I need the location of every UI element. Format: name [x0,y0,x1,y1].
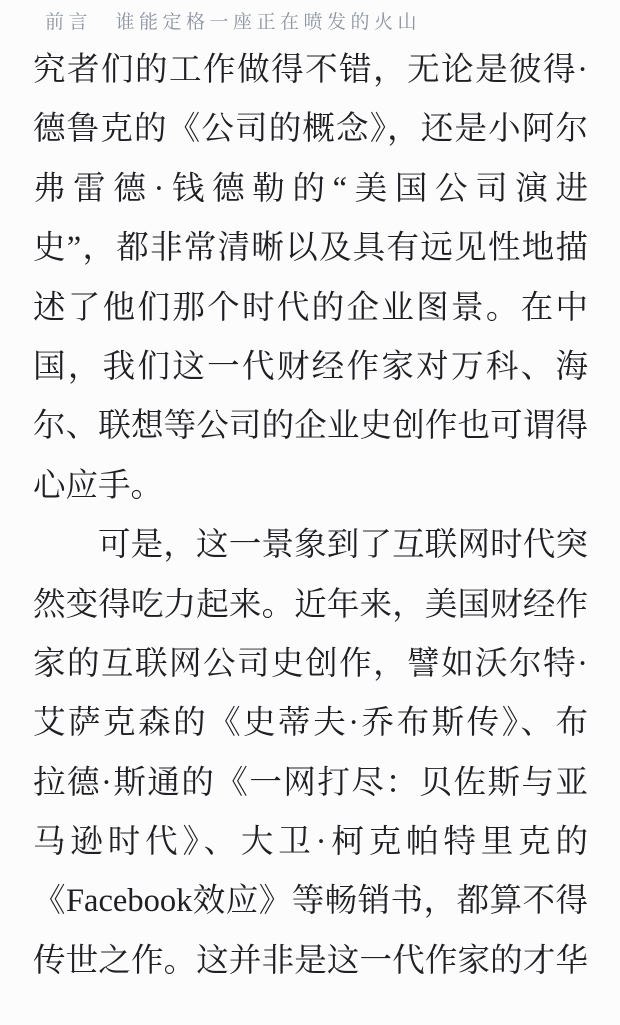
text-line: 传世之作。这并非是这一代作家的才华 [33,942,588,979]
text-line: 然变得吃力起来。近年来，美国财经作 [33,586,588,623]
text-line: 究者们的工作做得不错，无论是彼得· [33,52,588,88]
text-line: 家的互联网公司史创作，譬如沃尔特· [33,645,588,682]
text-line: 心应手。 [33,467,164,504]
text-line: 述了他们那个时代的企业图景。在中 [33,289,588,326]
text-line: 《Facebook效应》等畅销书，都算不得 [33,883,588,920]
text-line: 国，我们这一代财经作家对万科、海 [33,348,588,385]
text-line: 尔、联想等公司的企业史创作也可谓得 [33,408,588,445]
chapter-header: 前言 谁能定格一座正在喷发的火山 [45,12,422,33]
text-line: 艾萨克森的《史蒂夫·乔布斯传》、布 [33,705,588,742]
text-line: 马逊时代》、大卫·柯克帕特里克的 [33,824,588,861]
text-line: 德鲁克的《公司的概念》，还是小阿尔 [33,111,588,148]
text-line: 拉德·斯通的《一网打尽：贝佐斯与亚 [33,764,588,801]
text-line: 史”，都非常清晰以及具有远见性地描 [33,230,588,267]
page-content [33,41,588,991]
text-line: 可是，这一景象到了互联网时代突 [98,527,588,564]
text-line: 弗雷德·钱德勒的“美国公司演进 [33,170,588,207]
